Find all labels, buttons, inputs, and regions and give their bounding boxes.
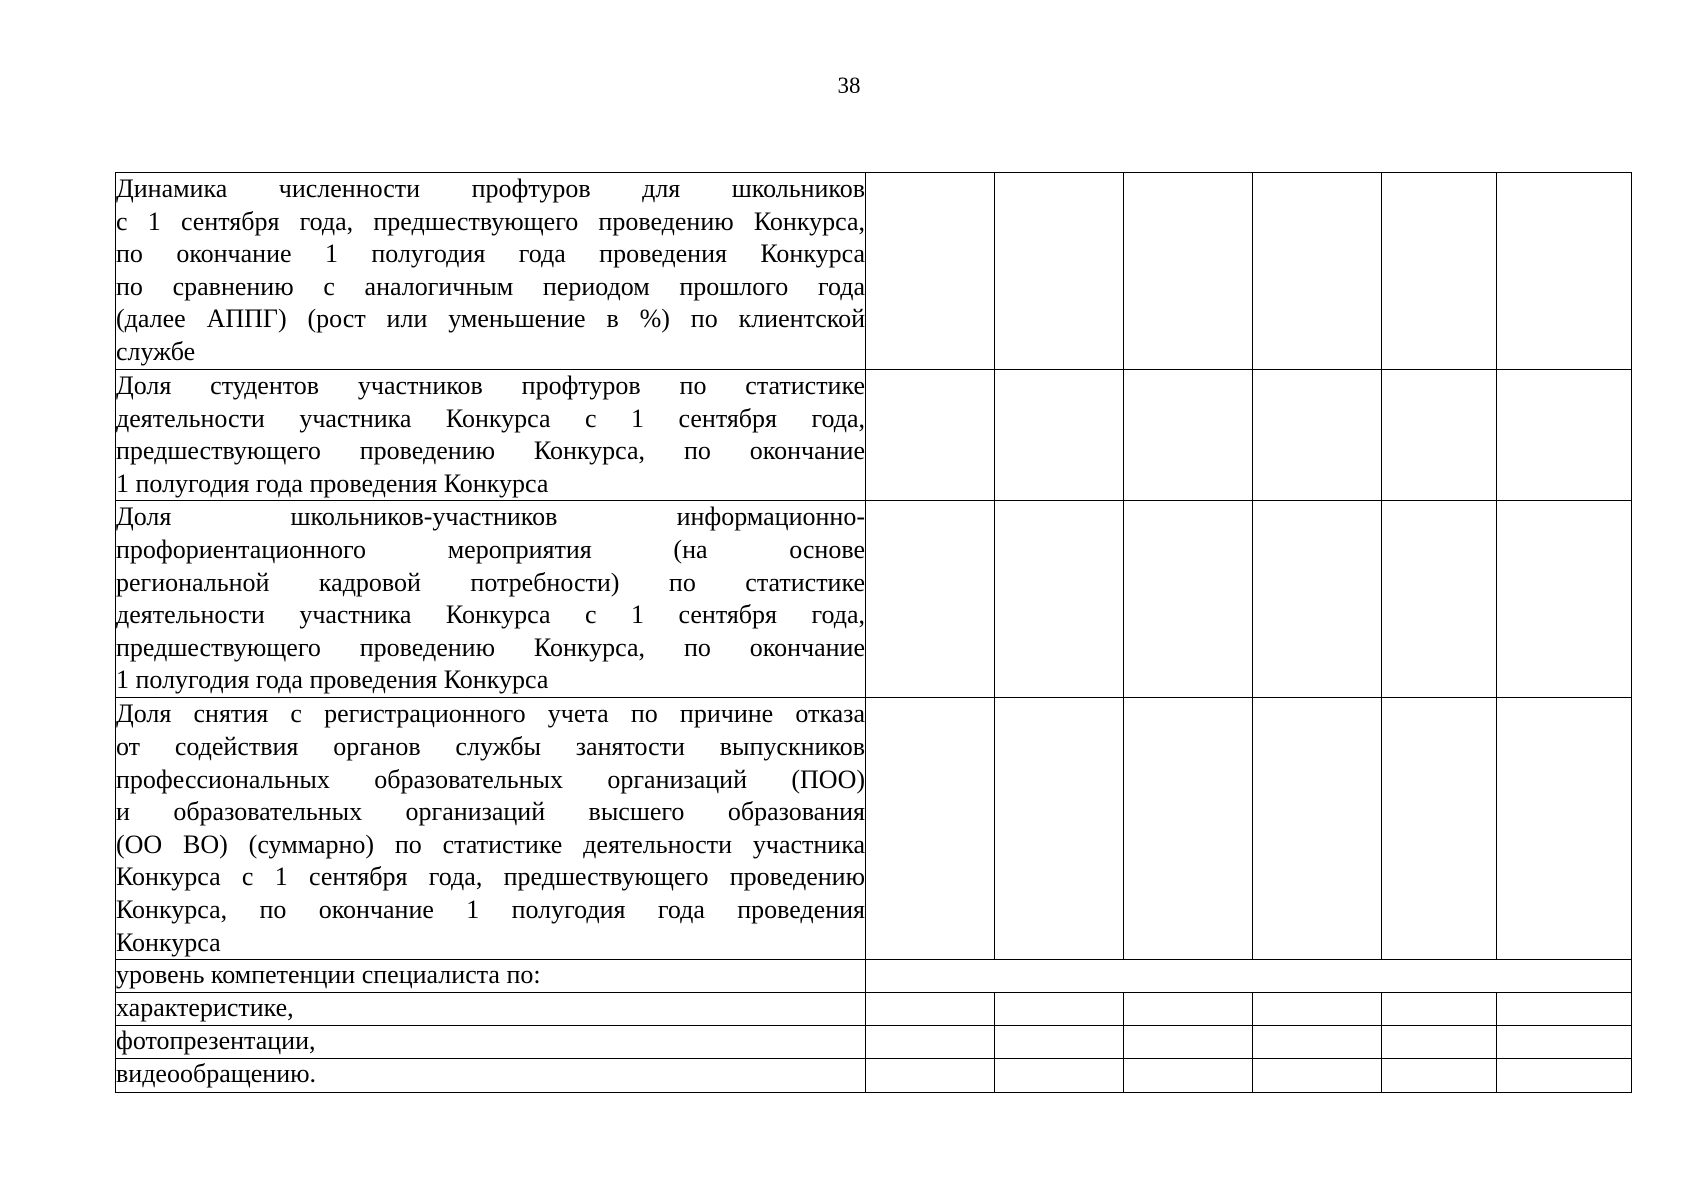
value-cell[interactable]: [1382, 1026, 1497, 1059]
criterion-line: Конкурса: [116, 927, 221, 957]
criterion-line: предшествующего проведению Конкурса, по окончание: [116, 436, 865, 466]
value-cell[interactable]: [995, 1026, 1124, 1059]
value-cell[interactable]: [995, 993, 1124, 1026]
value-cell[interactable]: [1382, 698, 1497, 960]
table-row: [116, 960, 1632, 993]
value-cell[interactable]: [866, 370, 995, 501]
criterion-line: уровень компетенции специалиста по:: [116, 960, 541, 990]
criterion-line: по окончание 1 полугодия года проведения Конкурса: [116, 239, 865, 269]
table-row: [116, 173, 1632, 370]
merged-cell: [866, 960, 1632, 993]
criterion-line: Доля снятия с регистрационного учета по причине отказа: [116, 699, 865, 729]
criterion-line: фотопрезентации,: [116, 1026, 316, 1056]
criterion-line: характеристике,: [116, 993, 294, 1023]
criterion-line: профессиональных образовательных организаций (ПОО): [116, 764, 865, 794]
value-cell[interactable]: [866, 993, 995, 1026]
value-cell[interactable]: [1124, 698, 1253, 960]
table-row: [116, 370, 1632, 501]
value-cell[interactable]: [1382, 1059, 1497, 1093]
criterion-line: профориентационного мероприятия (на основе: [116, 534, 865, 564]
value-cell[interactable]: [1382, 370, 1497, 501]
value-cell[interactable]: [1497, 1059, 1632, 1093]
criterion-line: региональной кадровой потребности) по статистике: [116, 567, 865, 597]
criterion-line: Доля студентов участников профтуров по статистике: [116, 371, 865, 400]
criterion-line: деятельности участника Конкурса с 1 сентября года,: [116, 403, 865, 433]
value-cell[interactable]: [1124, 993, 1253, 1026]
value-cell[interactable]: [1497, 501, 1632, 698]
value-cell[interactable]: [866, 173, 995, 370]
table-row: [116, 993, 1632, 1026]
value-cell[interactable]: [1253, 1026, 1382, 1059]
value-cell[interactable]: [1124, 1026, 1253, 1059]
criterion-line: предшествующего проведению Конкурса, по окончание: [116, 632, 865, 662]
criterion-label: [116, 698, 866, 960]
value-cell[interactable]: [995, 698, 1124, 960]
table-row: [116, 501, 1632, 698]
page-number: 38: [837, 73, 861, 98]
value-cell[interactable]: [1253, 698, 1382, 960]
value-cell[interactable]: [1253, 370, 1382, 501]
criterion-line: Конкурса, по окончание 1 полугодия года проведения: [116, 894, 865, 924]
criterion-line: (далее АППГ) (рост или уменьшение в %) по клиентской: [116, 304, 865, 334]
criterion-line: Конкурса с 1 сентября года, предшествующего проведению: [116, 862, 865, 892]
value-cell[interactable]: [1124, 173, 1253, 370]
criterion-label: [116, 960, 866, 993]
value-cell[interactable]: [995, 370, 1124, 501]
value-cell[interactable]: [1124, 1059, 1253, 1093]
value-cell[interactable]: [1253, 993, 1382, 1026]
value-cell[interactable]: [1382, 173, 1497, 370]
value-cell[interactable]: [1497, 370, 1632, 501]
criteria-table: [115, 172, 1632, 1093]
criterion-line: (ОО ВО) (суммарно) по статистике деятельности участника: [116, 829, 865, 859]
value-cell[interactable]: [1497, 1026, 1632, 1059]
value-cell[interactable]: [866, 1026, 995, 1059]
table-row: [116, 1026, 1632, 1059]
value-cell[interactable]: [1497, 173, 1632, 370]
table-row: [116, 698, 1632, 960]
criterion-line: 1 полугодия года проведения Конкурса: [116, 468, 549, 498]
criterion-label: [116, 501, 866, 698]
criterion-line: Доля школьников-участников информационно-: [116, 502, 865, 532]
value-cell[interactable]: [866, 698, 995, 960]
criterion-label: [116, 173, 866, 370]
table-row: [116, 1059, 1632, 1093]
criterion-label: [116, 370, 866, 501]
value-cell[interactable]: [1253, 1059, 1382, 1093]
value-cell[interactable]: [995, 501, 1124, 698]
criterion-line: с 1 сентября года, предшествующего проведению Конкурса,: [116, 206, 865, 236]
criterion-line: службе: [116, 336, 196, 366]
value-cell[interactable]: [1497, 993, 1632, 1026]
value-cell[interactable]: [995, 173, 1124, 370]
criterion-label: [116, 993, 866, 1026]
value-cell[interactable]: [866, 501, 995, 698]
criterion-line: по сравнению с аналогичным периодом прошлого года: [116, 271, 865, 301]
criterion-line: 1 полугодия года проведения Конкурса: [116, 665, 549, 695]
value-cell[interactable]: [1124, 501, 1253, 698]
value-cell[interactable]: [866, 1059, 995, 1093]
value-cell[interactable]: [1497, 698, 1632, 960]
value-cell[interactable]: [995, 1059, 1124, 1093]
criterion-line: видеообращению.: [116, 1059, 317, 1089]
criterion-line: от содействия органов службы занятости выпускников: [116, 731, 865, 761]
criterion-line: деятельности участника Конкурса с 1 сентября года,: [116, 600, 865, 630]
value-cell[interactable]: [1382, 993, 1497, 1026]
criterion-line: и образовательных организаций высшего образования: [116, 797, 865, 827]
value-cell[interactable]: [1253, 501, 1382, 698]
value-cell[interactable]: [1382, 501, 1497, 698]
criterion-line: Динамика численности профтуров для школьников: [116, 174, 865, 203]
value-cell[interactable]: [1124, 370, 1253, 501]
value-cell[interactable]: [1253, 173, 1382, 370]
criterion-label: [116, 1026, 866, 1059]
criterion-label: [116, 1059, 866, 1093]
